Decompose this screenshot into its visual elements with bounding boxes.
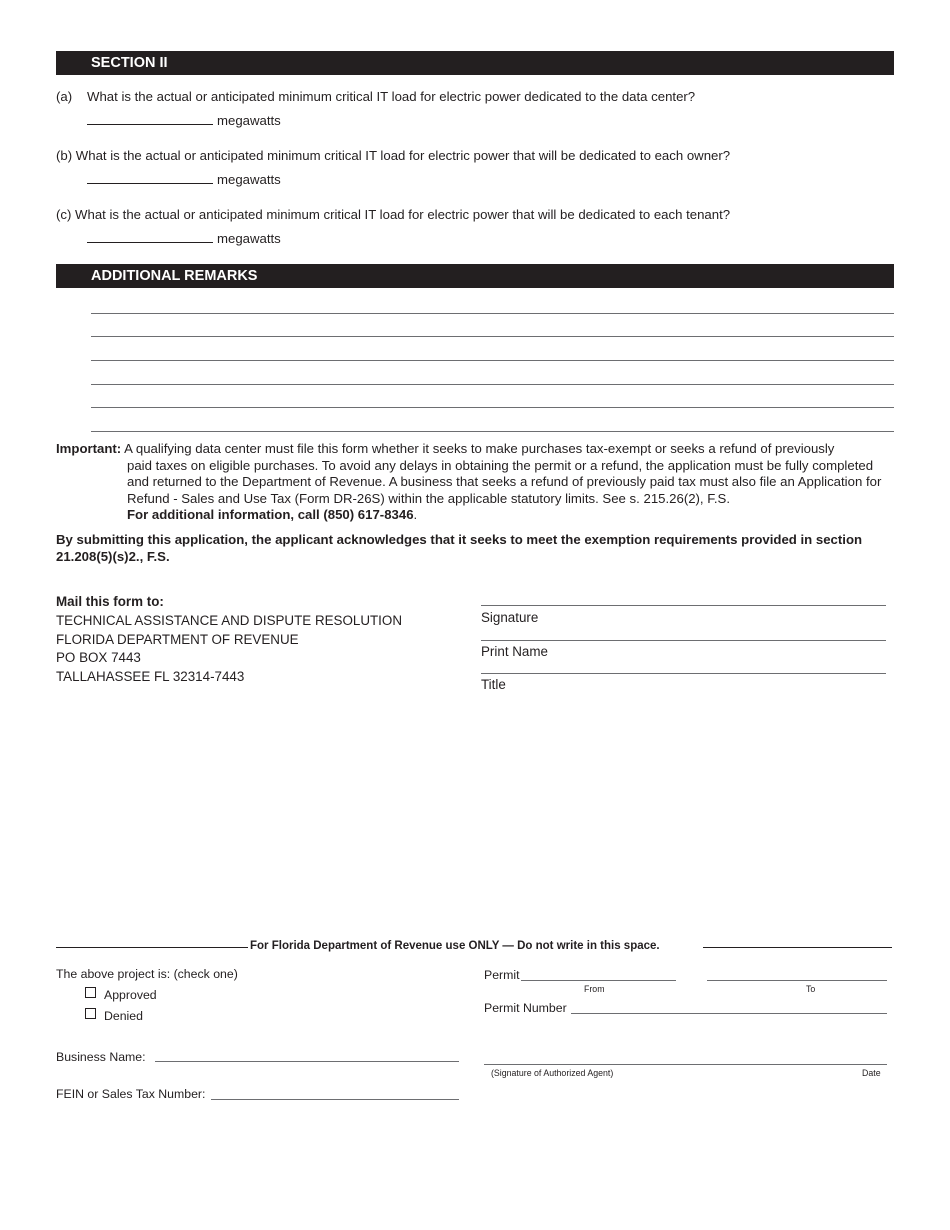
agent-signature-label: (Signature of Authorized Agent) — [491, 1068, 614, 1078]
important-rest: paid taxes on eligible purchases. To avoid any delays in obtaining the permit or a refund, the application must be fully completed and returned to the Department of Revenue. A business that seeks a refund of previously paid tax must also file an Application for Refund - Sales and Use Tax (Form DR-26S) within the applicable statutory limits. See s. 215.26(2), F.S. — [127, 457, 882, 506]
business-name-line[interactable] — [155, 1061, 459, 1062]
answer-c-unit: megawatts — [217, 231, 281, 246]
permit-to-line[interactable] — [707, 980, 887, 981]
important-info-end: . — [413, 507, 418, 523]
remarks-line[interactable] — [91, 407, 894, 408]
important-body — [56, 458, 896, 524]
signature-line[interactable] — [481, 605, 886, 606]
print-name-line[interactable] — [481, 640, 886, 641]
answer-a-unit: megawatts — [217, 113, 281, 128]
approved-checkbox[interactable] — [85, 987, 96, 998]
question-a-text: What is the actual or anticipated minimum critical IT load for electric power dedicated to the data center? — [87, 89, 696, 104]
permit-number-line[interactable] — [571, 1013, 887, 1014]
answer-a — [87, 113, 281, 128]
mail-line1: TECHNICAL ASSISTANCE AND DISPUTE RESOLUTION — [56, 612, 402, 628]
remarks-line[interactable] — [91, 336, 894, 337]
question-b: (b) What is the actual or anticipated minimum critical IT load for electric power that will be dedicated to each owner? — [56, 148, 731, 163]
important-info: For additional information, call (850) 617-8346 — [127, 507, 414, 523]
answer-a-field[interactable] — [87, 113, 213, 125]
remarks-line[interactable] — [91, 313, 894, 314]
dor-divider-right — [703, 947, 892, 948]
remarks-line[interactable] — [91, 360, 894, 361]
agent-signature-line[interactable] — [484, 1064, 887, 1065]
date-label: Date — [862, 1068, 881, 1078]
business-name-label: Business Name: — [56, 1050, 146, 1064]
permit-number-label: Permit Number — [484, 1001, 567, 1015]
from-label: From — [584, 984, 605, 994]
print-name-label: Print Name — [481, 644, 548, 659]
title-label: Title — [481, 677, 506, 692]
answer-c — [87, 231, 281, 246]
title-line[interactable] — [481, 673, 886, 674]
question-c: (c) What is the actual or anticipated minimum critical IT load for electric power that will be dedicated to each tenant? — [56, 207, 731, 222]
mail-line3: PO BOX 7443 — [56, 650, 141, 666]
answer-b-unit: megawatts — [217, 172, 281, 187]
section-ii-header: SECTION II — [56, 51, 894, 75]
permit-from-line[interactable] — [521, 980, 676, 981]
important-line1: A qualifying data center must file this form whether it seeks to make purchases tax-exempt or seeks a refund of previously — [124, 441, 835, 456]
approved-label: Approved — [104, 988, 157, 1002]
answer-b — [87, 172, 281, 187]
important-notice — [56, 441, 896, 524]
mail-heading: Mail this form to: — [56, 594, 164, 609]
dor-use-title: For Florida Department of Revenue use ONLY — Do not write in this space. — [250, 940, 660, 952]
permit-label: Permit — [484, 968, 520, 982]
mailing-address — [56, 593, 402, 687]
denied-checkbox[interactable] — [85, 1008, 96, 1019]
signature-label: Signature — [481, 610, 539, 625]
fein-line[interactable] — [211, 1099, 459, 1100]
remarks-line[interactable] — [91, 384, 894, 385]
to-label: To — [806, 984, 816, 994]
additional-remarks-header: ADDITIONAL REMARKS — [56, 264, 894, 288]
denied-label: Denied — [104, 1009, 143, 1023]
question-a-label: (a) — [56, 89, 73, 104]
fein-label: FEIN or Sales Tax Number: — [56, 1087, 206, 1101]
important-label: Important: — [56, 441, 122, 456]
remarks-line[interactable] — [91, 431, 894, 432]
mail-line4: TALLAHASSEE FL 32314-7443 — [56, 669, 245, 685]
answer-c-field[interactable] — [87, 231, 213, 243]
mail-line2: FLORIDA DEPARTMENT OF REVENUE — [56, 631, 299, 647]
question-a — [56, 89, 696, 104]
dor-divider-left — [56, 947, 248, 948]
answer-b-field[interactable] — [87, 172, 213, 184]
project-label: The above project is: (check one) — [56, 967, 238, 981]
acknowledgement: By submitting this application, the applicant acknowledges that it seeks to meet the exemption requirements provided in section 21.208(5)(s)2., F.S. — [56, 532, 863, 564]
